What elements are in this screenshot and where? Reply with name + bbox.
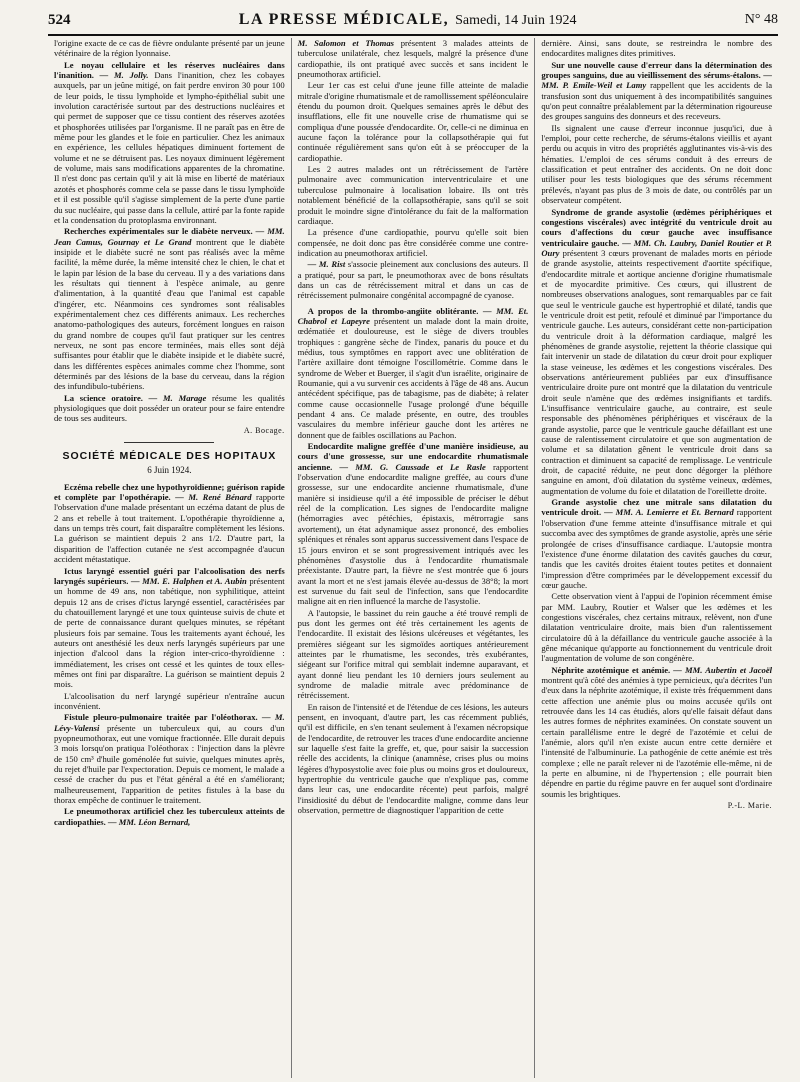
paragraph: Les 2 autres malades ont un rétrécissement de l'artère pulmonaire avec communication interventriculaire et une tuberculose pulmonaire à localisation lobaire. Ils ont très notablement bénéficié de la collapsothérapie, sans qu'il se soit produit le moindre signe d'intolérance du fait de la malformation cardiaque. bbox=[297, 164, 529, 226]
article-title: Grande asystolie chez une mitrale sans dilatation du ventricule droit. bbox=[541, 497, 773, 518]
article-marage bbox=[54, 393, 285, 424]
journal-title bbox=[239, 11, 577, 29]
journal-name: LA PRESSE MÉDICALE, bbox=[238, 11, 450, 28]
issue-number: N° 48 bbox=[744, 12, 778, 27]
article-columns bbox=[48, 38, 778, 1078]
article-text: rapportent l'observation d'une femme atteinte d'insuffisance mitrale et qui succomba avec des symptômes de grande asystolie, après une série prolongée de crises d'insuffisance cardiaque. L'autopsie montra l'existence d'une énorme dilatation des cavités gauches du cœur, tandis que les cavités droites étaient toutes petites et donnaient l'impression d'être comprimées par le développement excessif du cœur gauche. bbox=[541, 507, 773, 590]
article-bernard bbox=[54, 806, 285, 827]
paragraph: L'alcoolisation du nerf laryngé supérieur n'entraîne aucun inconvénient. bbox=[54, 690, 285, 711]
paragraph: La présence d'une cardiopathie, pourvu qu'elle soit bien compensée, ne doit donc pas être considérée comme une contre-indication au pneumothorax artificiel. bbox=[297, 227, 529, 258]
article-text: rappellent que les accidents de la transfusion sont dus uniquement à des incompatibilités sanguines qu'on peut connaître préalablement par la détermination rigoureuse des groupes sanguins des donneurs et des receveurs. bbox=[541, 80, 773, 122]
issue-date: Samedi, 14 Juin 1924 bbox=[455, 13, 577, 28]
article-title: Eczéma rebelle chez une hypothyroïdienne; guérison rapide et complète par l'opothérapie. bbox=[54, 481, 285, 503]
article-text: rapporte l'observation d'une malade présentant un eczéma datant de plus de 2 ans et rebelle à tout traitement. L'opothérapie thyroïdienne a, dans un temps très court, fait disparaître complètement les lésions. La guérison se maintient depuis 2 ans 1/2. D'autre part, la disparition de l'affection cutanée ne s'est accompagnée d'aucun accident métastatique. bbox=[54, 492, 285, 565]
section-title: SOCIÉTÉ MÉDICALE DES HOPITAUX bbox=[62, 450, 277, 463]
paragraph: Leur 1er cas est celui d'une jeune fille atteinte de maladie mitrale d'origine rhumatismale et de ramollissement spéléonculaire étendu du poumon droit. Quelques semaines après le début des insufflations, elle fit une nouvelle crise de rhumatisme qui se compliqua d'une poussée d'endocardite. Or, celle-ci ne diminua en aucune façon la tolérance pour la collapsothérapie qui fut continuée régulièrement sans qu'on eût à se préoccuper de la cardiopathie. bbox=[297, 80, 529, 163]
article-jolly bbox=[54, 60, 285, 226]
article-author: — MM. Ch. Laubry, Daniel Routier et P. Oury bbox=[541, 237, 773, 258]
paragraph: En raison de l'intensité et de l'étendue de ces lésions, les auteurs pensent, en invoquant, d'autre part, les cas récemment publiés, qu'il est difficile, en s'en tenant seulement à l'examen nécropsique de l'endocardite, de retrouver les traces d'une endocardite ancienne sur laquelle s'est faite la greffe, et, que, pour saisir la succession réelle des accidents, la clinique (anamnèse, crises plus ou moins légères d'hyposystolie avec foie plus ou moins gros et douloureux, hypertrophie du ventricule gauche que n'explique pas, comme dans leur cas, une endocardite récente) peut parfois, malgré l'insidiosité du début de l'endocardite maligne, comme dans leur observation, permettre de diagnostiquer l'apparition de cette bbox=[297, 701, 529, 816]
article-author: — M. René Bénard bbox=[175, 492, 252, 503]
article-title: Endocardite maligne greffée d'une manière insidieuse, au cours d'une grossesse, sur une endocardite rhumatismale ancienne. bbox=[297, 441, 529, 472]
article-author: — MM. Jean Camus, Gournay et Le Grand bbox=[54, 226, 285, 247]
article-author: — M. Jolly. bbox=[99, 70, 149, 81]
signature: P.-L. Marie. bbox=[727, 801, 773, 811]
article-title: Le noyau cellulaire et les réserves nucléaires dans l'inanition. bbox=[54, 59, 285, 81]
column-3 bbox=[534, 38, 778, 1078]
article-title: Fistule pleuro-pulmonaire traitée par l'oléothorax. bbox=[64, 712, 258, 723]
column-1 bbox=[48, 38, 291, 1078]
article-title: Néphrite azotémique et anémie. bbox=[551, 664, 671, 675]
article-caussade bbox=[298, 441, 529, 607]
article-author: — MM. Et. Chabrol et Lapeyre bbox=[297, 305, 529, 326]
signature: A. Bocage. bbox=[243, 425, 285, 435]
article-author: — MM. A. Lemierre et Et. Bernard bbox=[604, 507, 734, 518]
article-laubry bbox=[541, 207, 772, 497]
paragraph: l'origine exacte de ce cas de fièvre ondulante présenté par un jeune vétérinaire de la région lyonnaise. bbox=[54, 38, 285, 59]
article-text: montrent qu'à côté des anémies à type pernicieux, qu'a décrites l'un d'eux dans la néphrite azotémique, il existe très fréquemment dans cette affection une anémie plus ou moins accusée qu'ils ont retrouvée dans les 14 cas étudiés, alors qu'elle faisait défaut dans les autres formes de néphrites examinées. On constate souvent un certain parallélisme entre le degré de l'azotémie et celui de l'anémie, alors qu'il n'en existe aucun entre cette dernière et l'intensité de l'albuminurie. La pathogénie de cette anémie est très complexe ; elle ne paraît relever ni de l'azotémie elle-même, ni de la perte en albumine, ni de l'hypertension ; elle pourrait bien dépendre en partie du régime pauvre en fer auquel sont d'ordinaire soumis les brightiques. bbox=[541, 674, 773, 799]
article-title: La science oratoire. bbox=[64, 392, 143, 403]
article-title: Syndrome de grande asystolie (œdèmes périphériques et congestions viscérales) avec intégrité du ventricule droit au cours d'affections du cœur gauche avec insuffisance ventriculaire gauche. bbox=[541, 206, 773, 248]
article-text: résume les qualités physiologiques que doit posséder un orateur pour se faire entendre de tous ses auditeurs. bbox=[54, 392, 285, 424]
article-text: présente un tuberculeux qui, au cours d'un pyopneumothorax, eut une vomique fractionnée. Elle durait depuis 3 mois lorsqu'on pratiqua l'oléothorax : l'injection dans la plèvre de 150 cm³ d'huile goménolée fut suivie, quelques minutes après, du rejet d'huile par l'expectoration. Depuis ce moment, le malade a cessé de cracher du pus et l'état général a été en s'améliorant; malheureusement, l'apparition de petites fistules à la base du thorax empêche de continuer le traitement. bbox=[54, 722, 285, 806]
paragraph bbox=[298, 259, 529, 300]
article-author: — MM. Aubertin et Jacoël bbox=[673, 664, 773, 675]
article-title: Ictus laryngé essentiel guéri par l'alcoolisation des nerfs laryngés supérieurs. bbox=[54, 565, 285, 586]
article-text: s'associe pleinement aux conclusions des auteurs. Il a pratiqué, pour sa part, le pneumothorax avec de bons résultats dans un cas de rétrécissement mitral et dans un cas de rétrécissement pulmonaire congénital accompagné de cyanose. bbox=[297, 259, 529, 301]
article-author: — MM. E. Halphen et A. Aubin bbox=[131, 575, 247, 586]
paragraph: Cette observation vient à l'appui de l'opinion récemment émise par MM. Laubry, Routier et Walser que les œdèmes et les congestions viscérales, chez certains mitraux, relèvent, non d'une dilatation ventriculaire droite, mais bien d'un ralentissement circulatoire dû à la défaillance du ventricule gauche associée à la gêne mécanique qu'apporte au fonctionnement du ventricule droit l'augmentation de volume de son congénère. bbox=[541, 591, 773, 664]
paragraph: A l'autopsie, le bassinet du rein gauche a été trouvé rempli de pus dont les germes ont été très certainement les agents de l'endocardite. Il existait des lésions ulcéreuses et végétantes, les premières siégeant sur les sigmoïdes aortiques antérieurement atteintes par le rhumatisme, les secondes, très exubérantes, siégeant sur l'orifice mitral qui semblait indemne auparavant, et ayant donné lieu pendant les 10 derniers jours seulement au syndrome de maladie mitrale avec prédominance de rétrécissement. bbox=[297, 607, 529, 701]
article-aubertin bbox=[541, 665, 772, 799]
section-date: 6 Juin 1924. bbox=[147, 465, 192, 476]
article-text: présentent un malade dont la main droite, œdématiée et douloureuse, est le siège de divers troubles trophiques : gangrène sèche de l'index, panaris du pouce et du médius, tous symptômes en rapport avec une oblitération de l'artère axillaire dont témoigne l'oscillométrie. Comme dans le syndrome de Weber et Buerger, il s'agit d'un israélite, originaire de Roumanie, qui a vu survenir ces accidents à l'âge de 48 ans. Aucun antécédent spécifique, pas de tabagisme, pas de diabète; à relater comme cause occasionnelle l'usage prolongé d'une béquille pendant 4 ans. Ce malade présente, en outre, des troubles vasculaires du membre inférieur gauche dont les artères ne donnent que de faibles oscillations au Pachon. bbox=[297, 315, 529, 440]
article-author: — MM. G. Caussade et Le Rasle bbox=[339, 461, 486, 472]
article-title: Sur une nouvelle cause d'erreur dans la détermination des groupes sanguins, due au vieillissement des sérums-étalons. bbox=[541, 59, 773, 81]
page-header bbox=[48, 6, 778, 36]
article-text: présentent 3 cœurs provenant de malades morts en période de grande asystolie, atteints respectivement d'aortite spécifique, d'endocardite mitrale et aortique ancienne d'origine rhumatismale et de myocardite primitive. Ces cœurs, qui illustrent de nombreuses observations analogues, sont remarquables par ce fait que seul le ventricule gauche est hypertrophié et dilaté, tandis que le ventricule droit est petit, refoulé et diminué par l'importance du ventricule gauche. Les auteurs, considérant cette non-participation du ventricule droit à la déformation cardiaque, malgré les phénomènes de grande asystolie, rejettent la théorie classique qui fait intervenir un stade de dilatation du cœur droit pour expliquer la stase veineuse, les œdèmes et les congestions viscérales. Des observations antérieurement publiées par eux d'insuffisance ventriculaire droite pure ont montré que la dilatation du ventricule droit seule n'amène que des œdèmes insignifiants et tardifs. L'insuffisance ventriculaire gauche, au contraire, est seule responsable des phénomènes périphériques et viscéraux de la grande asystolie, parce que le ventricule gauche défaillant est une cause de ralentissement circulatoire et que son augmentation de volume et sa dilatation gênent le ventricule droit dans sa contraction et diminuent sa capacité de remplissage. Le ventricule droit, de capacité réduite, ne peut donc dégorger la pléthore sanguine en amont, d'où dilatation du système veineux, œdèmes, augmentation de volume du foie et dilatation de l'oreillette droite. bbox=[541, 247, 773, 496]
article-author: — M. Rist bbox=[307, 259, 346, 270]
article-title: Recherches expérimentales sur le diabète nerveux. bbox=[64, 226, 253, 237]
article-lemierre bbox=[541, 497, 772, 590]
article-halphen bbox=[54, 566, 285, 690]
article-author: — M. Marage bbox=[148, 392, 207, 403]
article-title: Le pneumothorax artificiel chez les tuberculeux atteints de cardiopathies. bbox=[54, 806, 285, 827]
article-author: — M. Lévy-Valensi bbox=[54, 712, 285, 733]
article-camus bbox=[54, 226, 285, 392]
paragraph: Ils signalent une cause d'erreur inconnue jusqu'ici, due à l'emploi, pour cette recherche, de sérums-étalons vieillis et ayant perdu ou acquis in vitro des propriétés agglutinantes vis-à-vis des hématies. L'emploi de ces sérums conduit à des erreurs de classification et peut entraîner des accidents. On ne doit donc utiliser pour les tests biologiques que des sérums récemment prélevés, n'ayant pas plus de 3 mois de date, ou contrôlés par un observateur compétent. bbox=[541, 122, 773, 206]
article-benard bbox=[54, 482, 285, 565]
article-levy-valensi bbox=[54, 712, 285, 805]
article-emile-weil bbox=[541, 60, 772, 122]
page-number: 524 bbox=[48, 11, 71, 28]
paragraph bbox=[298, 38, 529, 79]
section-divider bbox=[124, 442, 214, 443]
article-text: Dans l'inanition, chez les cobayes auxquels, par un jeûne mitigé, on fait perdre environ 30 pour 100 de leur poids, le tissu lymphoïde et lympho-épithélial subit une involution caractérisée surtout par des destructions nucléaires et qui permet de supposer que ce tissu contient des réserves azotées et phosphorées utilisées par l'organisme. Il ne paraît pas en être de même pour les glandes et le foie en particulier. Chez les animaux en expérience, les cellules hépatiques diminuent fortement de volume et ne se détruisent pas. Les noyaux diminuent légèrement de volume, mais sans modifications apparentes de la chromatine. Il n'est donc pas certain qu'il y ait là mise en liberté de matériaux azotés et phosphorés comme cela se passe dans le tissu lymphoïde et il est possible qu'il s'agisse simplement de la perte d'une partie du suc nucléaire, qui passe dans la cellule, attiré par la fonte rapide et la condensation du protoplasma environnant. bbox=[54, 70, 285, 225]
paragraph: dernière. Ainsi, sans doute, se restreindra le nombre des endocardites malignes dites primitives. bbox=[541, 38, 773, 59]
article-title: A propos de la thrombo-angiite oblitérante. bbox=[307, 305, 479, 316]
article-chabrol bbox=[298, 306, 529, 440]
article-text: présentent un homme de 49 ans, non tabétique, non syphilitique, atteint depuis 12 ans de crises d'ictus laryngé essentiel, caractérisées par du chatouillement laryngé et une toux quinteuse suivis de chute et de perte de connaissance durant quelques minutes, se répétant plusieurs fois par semaine. Tous les traitements ayant échoué, les auteurs ont anesthésié les deux nerfs laryngés supérieurs par une injection d'alcool dans la région inter-crico-thyroïdienne : immédiatement, les crises ont cessé et les quintes de toux elles-mêmes ont fini par disparaître. La guérison se maintient depuis 2 mois. bbox=[54, 575, 285, 690]
article-author: — MM. P. Emile-Weil et Lamy bbox=[541, 70, 773, 91]
column-2 bbox=[291, 38, 535, 1078]
article-author: — MM. Léon Bernard, bbox=[107, 816, 191, 827]
article-text: rapportent l'observation d'une endocardite maligne greffée, au cours d'une grossesse, sur une endocardite ancienne rhumatismale, d'une manière si insidieuse qu'il a été impossible de préciser le début réel de la complication. Les signes de l'endocardite maligne (hémorragies avec pétéchies, épistaxis, métrorragie sans avortement), un état adynamique assez prononcé, des embolies spléniques et rénales sont apparus successivement dans l'espace de 15 jours environ et se sont progressivement intriqués avec les phénomènes d'asystolie dus à l'endocardite rhumatismale préexistante. D'autre part, la fièvre ne s'est montrée que 6 jours avant la mort et ne s'est jamais élevée au-dessus de 38°8; la mort est survenue du fait seul de l'infection, sans que l'endocardite maligne ait en rien influencé la marche de l'asystolie. bbox=[297, 461, 529, 607]
article-text: présentent 3 malades atteints de tuberculose unilatérale, chez lesquels, malgré la présence d'une cardiopathie, ils ont pratiqué avec succès et sans incident le pneumothorax artificiel. bbox=[297, 38, 529, 80]
article-text: montrent que le diabète insipide et le diabète sucré ne sont pas réalisés avec la même facilité, la même durée, la même intensité chez le chien, le chat et le lapin par lésion de la base du cerveau. Il y a des variations dans les résultats qui tiennent à l'espèce animale, au genre d'alimentation, à la quantité d'eau que l'animal est capable d'ingérer, etc. Néanmoins ces syndromes sont réalisables expérimentalement chez ces différents animaux. Les recherches anatomo-pathologiques des auteurs, forcément longues en raison du grand nombre de coupes qu'il faut pratiquer sur les centres nerveux, ne sont pas encore terminées, mais elles sont déjà suffisantes pour établir que le diabète insipide et le diabète sucré, dans les différentes espèces animales comme chez l'homme, sont déterminés par des lésions de la base du cerveau, dans la région des infundibulo-tubériens. bbox=[54, 236, 285, 392]
article-author: M. Salomon et Thomas bbox=[297, 38, 395, 48]
